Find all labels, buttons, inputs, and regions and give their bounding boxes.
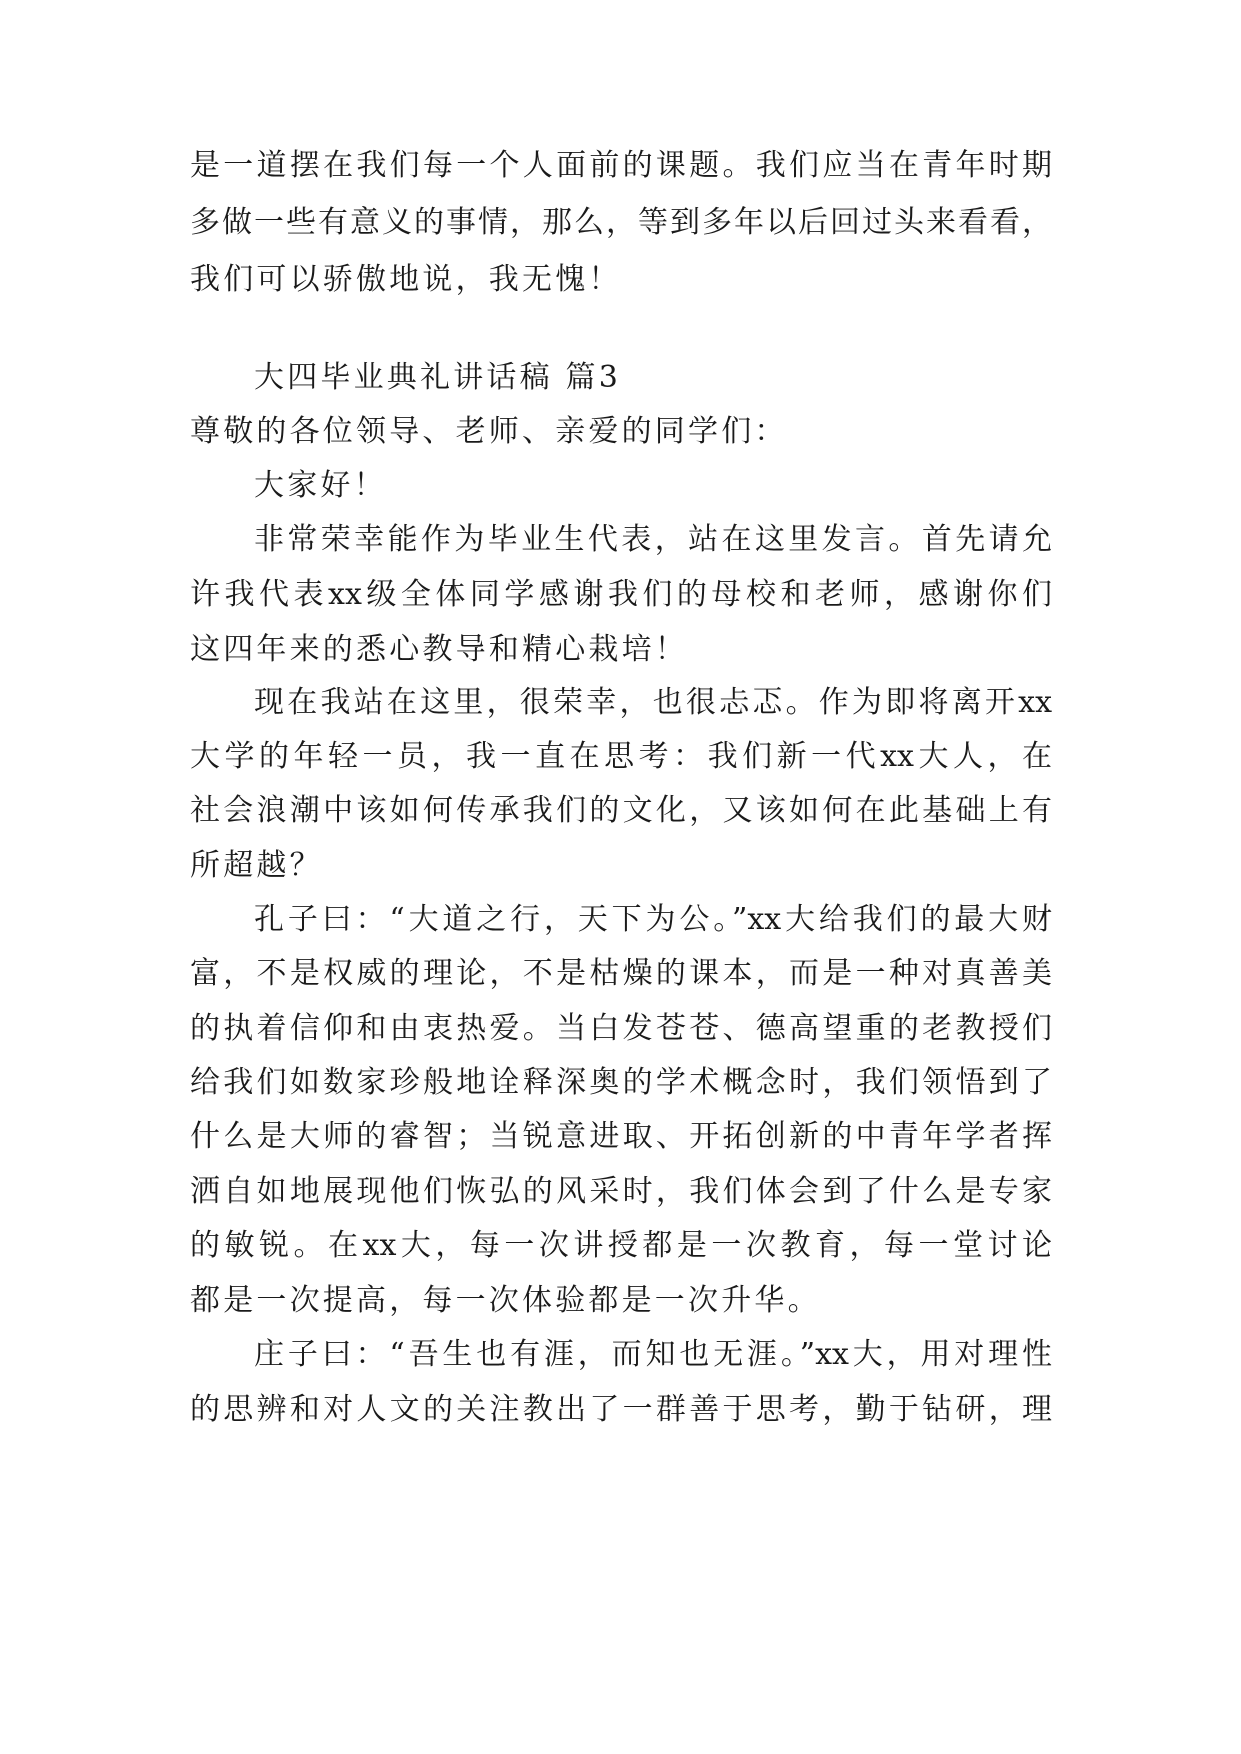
- paragraph-line: 社会浪潮中该如何传承我们的文化，又该如何在此基础上有: [190, 793, 1052, 828]
- paragraph-line: 的敏锐。在xx大，每一次讲授都是一次教育，每一堂讨论: [190, 1228, 1052, 1263]
- paragraph-line: 洒自如地展现他们恢弘的风采时，我们体会到了什么是专家: [190, 1174, 1052, 1209]
- paragraph-line: 我们可以骄傲地说，我无愧！: [190, 262, 622, 297]
- paragraph-line: 什么是大师的睿智；当锐意进取、开拓创新的中青年学者挥: [190, 1119, 1052, 1154]
- greeting: 大家好！: [254, 468, 387, 503]
- salutation: 尊敬的各位领导、老师、亲爱的同学们：: [190, 414, 788, 449]
- paragraph-line: 庄子曰：“吾生也有涯，而知也无涯。”xx大，用对理性: [254, 1337, 1052, 1372]
- paragraph-line: 所超越？: [190, 848, 323, 883]
- paragraph-line: 都是一次提高，每一次体验都是一次升华。: [190, 1283, 821, 1318]
- paragraph-line: 的思辨和对人文的关注教出了一群善于思考，勤于钻研，理: [190, 1392, 1052, 1427]
- paragraph-line: 这四年来的悉心教导和精心栽培！: [190, 632, 688, 667]
- paragraph-line: 多做一些有意义的事情，那么，等到多年以后回过头来看看，: [190, 205, 1052, 240]
- paragraph-line: 大学的年轻一员，我一直在思考：我们新一代xx大人，在: [190, 739, 1052, 774]
- paragraph-line: 非常荣幸能作为毕业生代表，站在这里发言。首先请允: [254, 522, 1052, 557]
- paragraph-line: 是一道摆在我们每一个人面前的课题。我们应当在青年时期: [190, 148, 1052, 183]
- paragraph-line: 富，不是权威的理论，不是枯燥的课本，而是一种对真善美: [190, 956, 1052, 991]
- paragraph-line: 现在我站在这里，很荣幸，也很忐忑。作为即将离开xx: [254, 685, 1052, 720]
- section-title: 大四毕业典礼讲话稿 篇3: [254, 360, 622, 395]
- paragraph-line: 许我代表xx级全体同学感谢我们的母校和老师，感谢你们: [190, 577, 1052, 612]
- paragraph-line: 孔子曰：“大道之行，天下为公。”xx大给我们的最大财: [254, 902, 1052, 937]
- paragraph-line: 给我们如数家珍般地诠释深奥的学术概念时，我们领悟到了: [190, 1065, 1052, 1100]
- paragraph-line: 的执着信仰和由衷热爱。当白发苍苍、德高望重的老教授们: [190, 1011, 1052, 1046]
